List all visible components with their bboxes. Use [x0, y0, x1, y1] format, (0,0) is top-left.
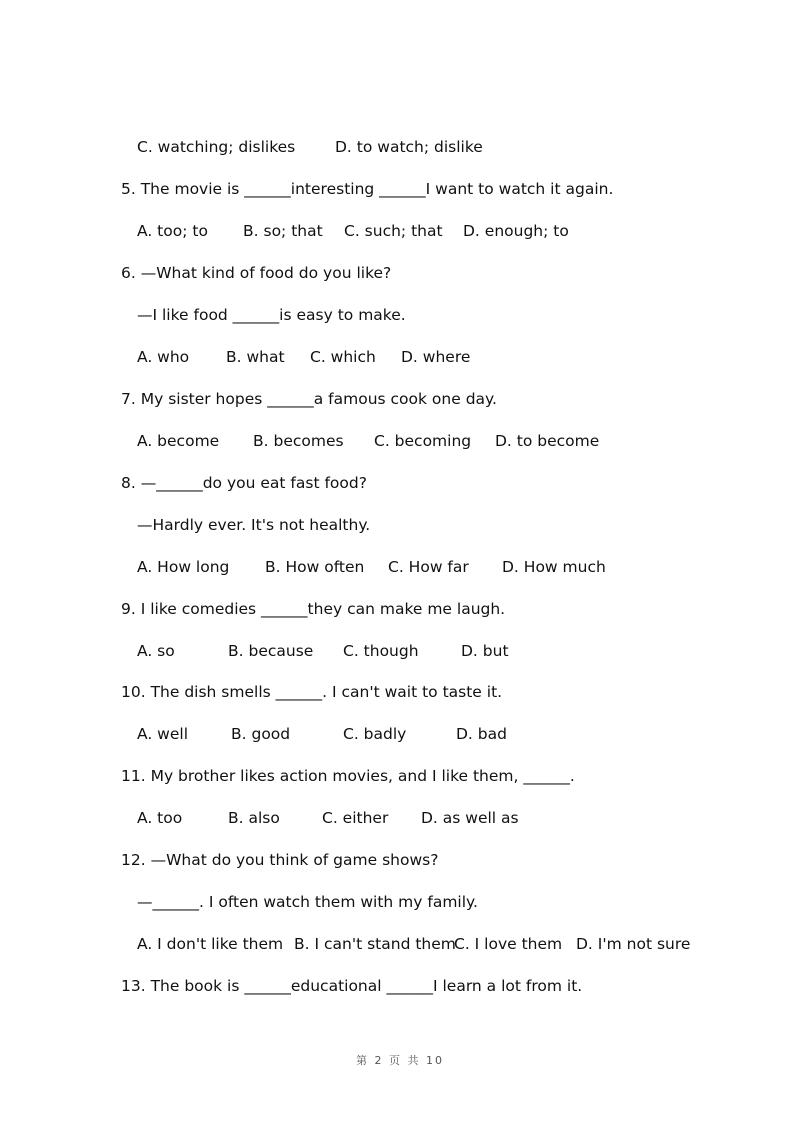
- option-b: B. How often: [265, 558, 365, 576]
- option-c: C. badly: [343, 725, 407, 743]
- option-a: A. How long: [137, 558, 230, 576]
- option-b: B. because: [228, 642, 314, 660]
- question-8-reply: —Hardly ever. It's not healthy.: [137, 516, 371, 534]
- question-7-stem: 7. My sister hopes ______a famous cook one day.: [121, 390, 497, 408]
- option-c: C. though: [343, 642, 419, 660]
- option-c: C. becoming: [374, 432, 472, 450]
- option-d: D. as well as: [421, 809, 519, 827]
- option-b: B. so; that: [243, 222, 323, 240]
- question-12-reply: —______. I often watch them with my family.: [137, 893, 478, 911]
- question-13-stem: 13. The book is ______educational ______I learn a lot from it.: [121, 977, 583, 995]
- option-c: C. watching; dislikes: [137, 138, 296, 156]
- option-c: C. which: [310, 348, 376, 366]
- option-d: D. enough; to: [463, 222, 569, 240]
- option-c: C. such; that: [344, 222, 443, 240]
- option-d: D. but: [461, 642, 509, 660]
- option-a: A. who: [137, 348, 190, 366]
- option-d: D. to become: [495, 432, 600, 450]
- option-a: A. become: [137, 432, 220, 450]
- option-c: C. either: [322, 809, 389, 827]
- question-5-stem: 5. The movie is ______interesting ______I want to watch it again.: [121, 180, 614, 198]
- option-a: A. too; to: [137, 222, 208, 240]
- option-d: D. How much: [502, 558, 606, 576]
- option-d: D. to watch; dislike: [335, 138, 483, 156]
- question-6-stem: 6. —What kind of food do you like?: [121, 264, 392, 282]
- option-c: C. I love them: [454, 935, 563, 953]
- option-b: B. also: [228, 809, 280, 827]
- question-12-stem: 12. —What do you think of game shows?: [121, 851, 439, 869]
- question-6-reply: —I like food ______is easy to make.: [137, 306, 406, 324]
- option-d: D. I'm not sure: [576, 935, 691, 953]
- option-c: C. How far: [388, 558, 469, 576]
- option-b: B. what: [226, 348, 285, 366]
- question-9-stem: 9. I like comedies ______they can make me laugh.: [121, 600, 506, 618]
- option-b: B. becomes: [253, 432, 344, 450]
- option-a: A. well: [137, 725, 189, 743]
- question-10-stem: 10. The dish smells ______. I can't wait to taste it.: [121, 683, 503, 701]
- option-a: A. too: [137, 809, 183, 827]
- option-a: A. I don't like them: [137, 935, 284, 953]
- option-d: D. where: [401, 348, 471, 366]
- option-a: A. so: [137, 642, 175, 660]
- option-b: B. I can't stand them: [294, 935, 456, 953]
- question-8-stem: 8. —______do you eat fast food?: [121, 474, 367, 492]
- option-b: B. good: [231, 725, 291, 743]
- option-d: D. bad: [456, 725, 507, 743]
- question-11-stem: 11. My brother likes action movies, and I like them, ______.: [121, 767, 575, 785]
- page-footer: 第 2 页 共 10: [356, 1054, 444, 1067]
